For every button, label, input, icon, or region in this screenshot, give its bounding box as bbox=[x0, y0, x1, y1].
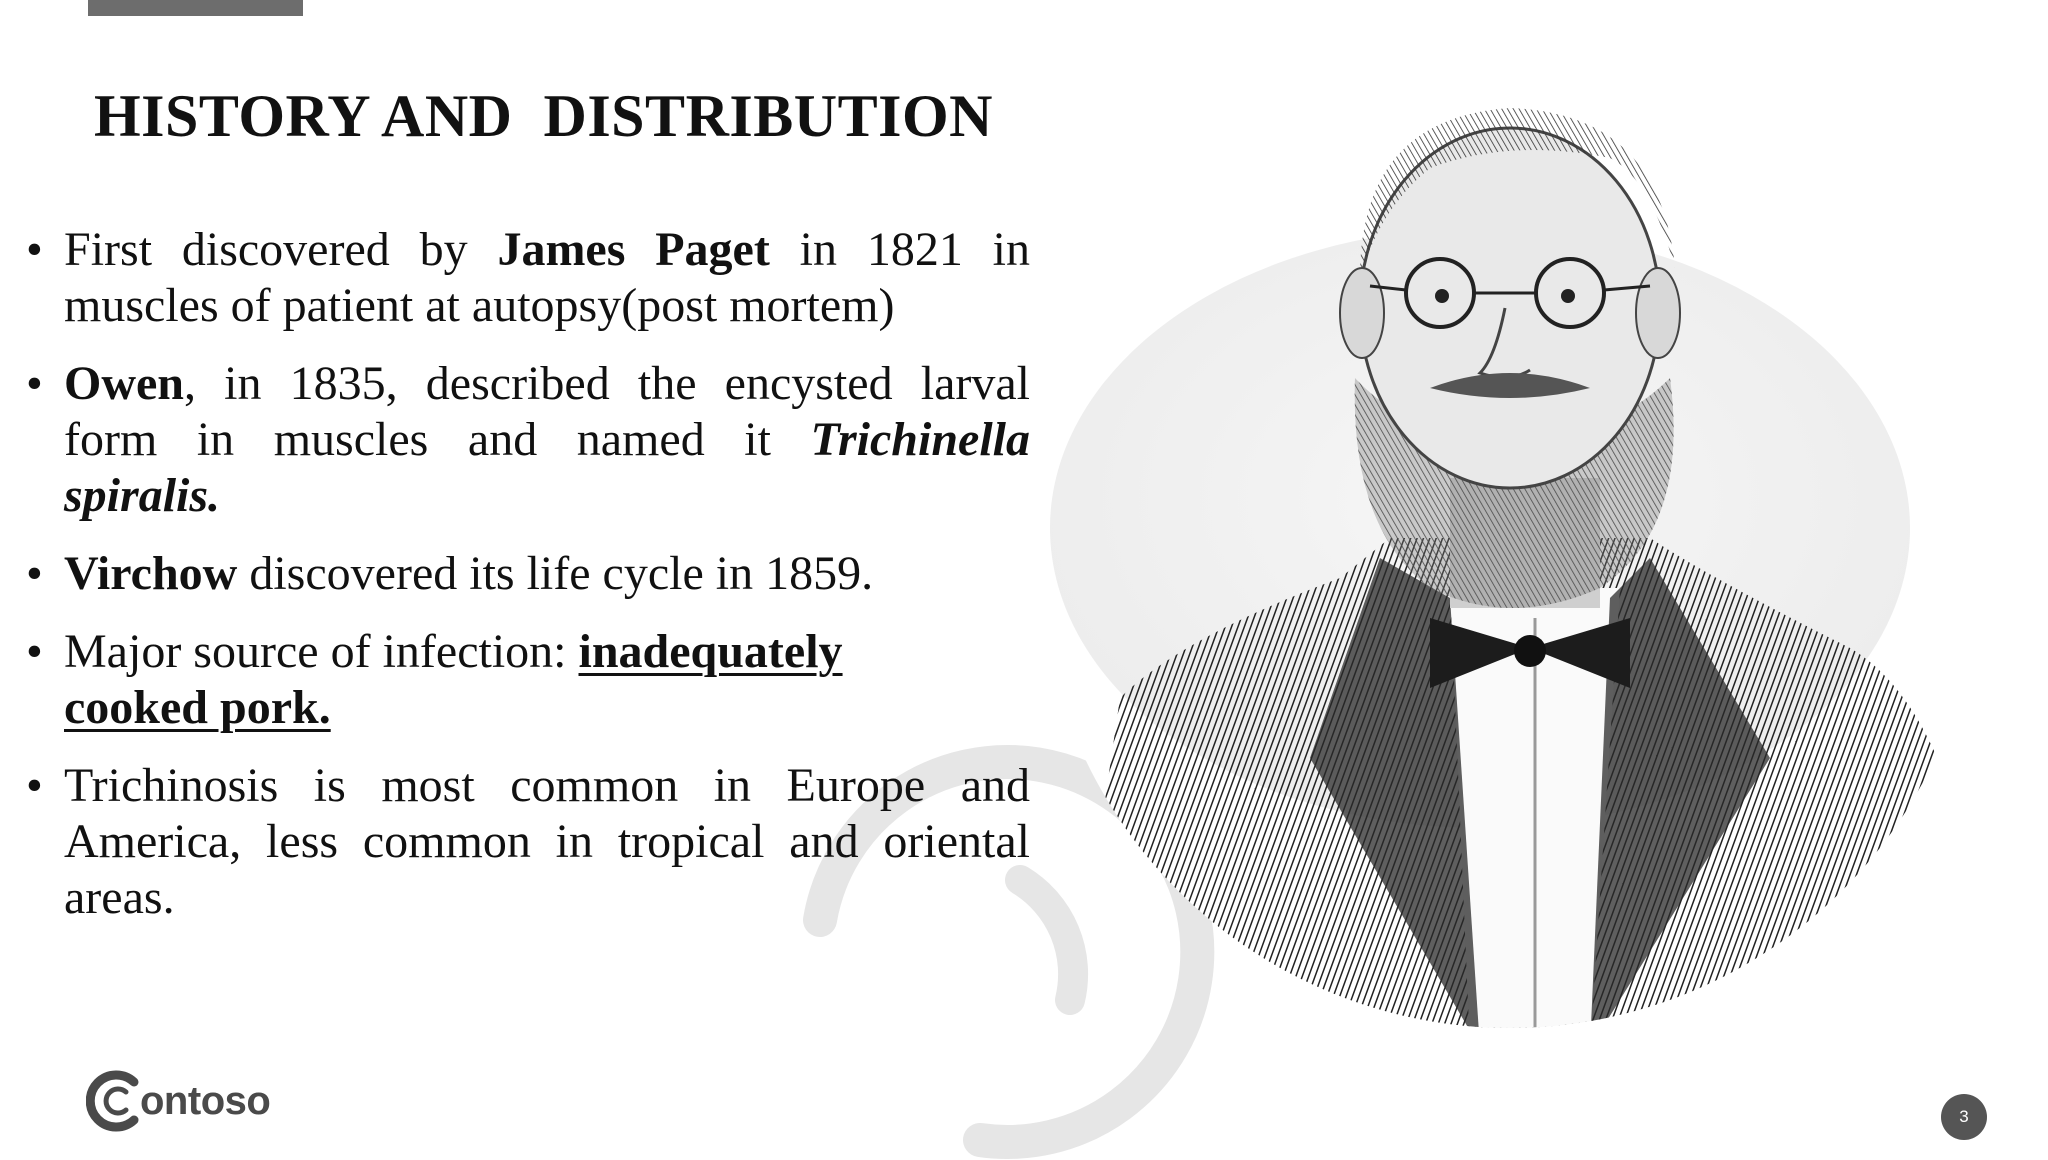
bullet-dot-icon: • bbox=[26, 625, 43, 678]
bullet-item: • Trichinosis is most common in Europe and America, less common in tropical and oriental areas. bbox=[26, 759, 1030, 924]
bullet-list bbox=[20, 222, 1030, 948]
bullet-dot-icon: • bbox=[26, 223, 43, 276]
logo-text: ontoso bbox=[140, 1078, 271, 1123]
contoso-c-logo-icon bbox=[86, 1068, 146, 1134]
bullet-item: • Major source of infection: inadequately cooked pork. bbox=[26, 625, 843, 734]
top-accent-bar bbox=[88, 0, 303, 16]
bullet-item: • Virchow discovered its life cycle in 1859. bbox=[26, 547, 874, 600]
bullet-dot-icon: • bbox=[26, 357, 43, 410]
portrait-image bbox=[1010, 58, 2010, 1048]
contoso-logo bbox=[86, 1068, 270, 1134]
slide-title: HISTORY AND DISTRIBUTION bbox=[94, 83, 993, 149]
bullet-dot-icon: • bbox=[26, 547, 43, 600]
bullet-item: • First discovered by James Paget in 1821 in muscles of patient at autopsy(post mortem) bbox=[26, 223, 1030, 332]
bullet-dot-icon: • bbox=[26, 759, 43, 812]
bullet-item: • Owen, in 1835, described the encysted larval form in muscles and named it Trichinella spiralis. bbox=[26, 357, 1030, 522]
page-number-badge: 3 bbox=[1941, 1094, 1987, 1140]
